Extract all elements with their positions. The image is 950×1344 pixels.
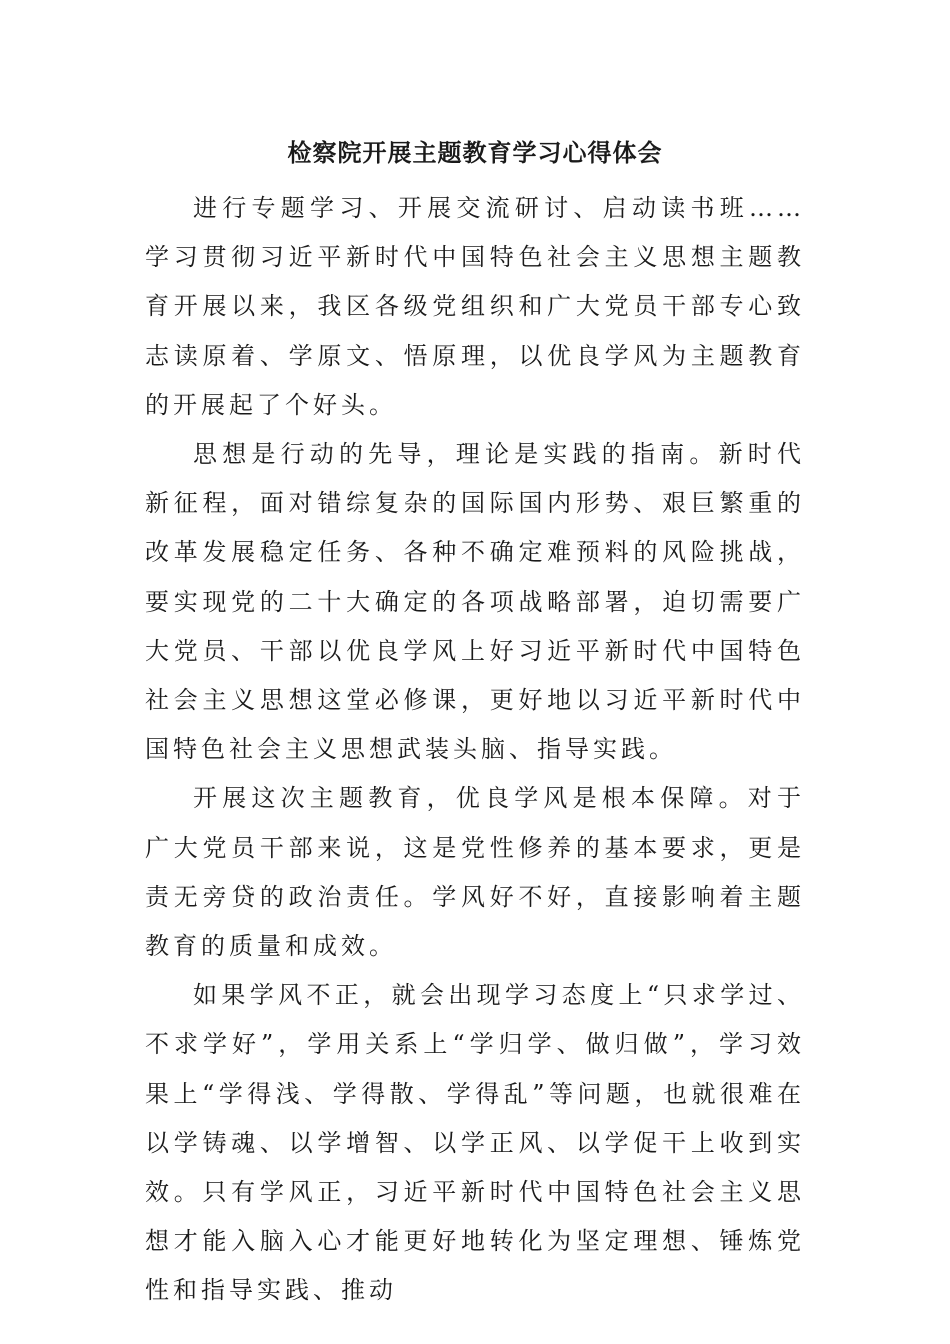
document-title: 检察院开展主题教育学习心得体会 xyxy=(287,138,663,167)
paragraph-2: 思想是行动的先导，理论是实践的指南。新时代新征程，面对错综复杂的国际国内形势、艰巨繁重的改革发展稳定任务、各种不确定难预料的风险挑战，要实现党的二十大确定的各项战略部署，迫切需要广大党员、干部以优良学风上好习近平新时代中国特色社会主义思想这堂必修课，更好地以习近平新时代中国特色社会主义思想武装头脑、指导实践。 xyxy=(145,440,805,764)
paragraph-1: 进行专题学习、开展交流研讨、启动读书班……学习贯彻习近平新时代中国特色社会主义思想主题教育开展以来，我区各级党组织和广大党员干部专心致志读原着、学原文、悟原理，以优良学风为主题教育的开展起了个好头。 xyxy=(145,194,805,419)
document-page xyxy=(145,128,805,1316)
paragraph-3: 开展这次主题教育，优良学风是根本保障。对于广大党员干部来说，这是党性修养的基本要求，更是责无旁贷的政治责任。学风好不好，直接影响着主题教育的质量和成效。 xyxy=(145,784,805,961)
paragraph-4: 如果学风不正，就会出现学习态度上“只求学过、不求学好”，学用关系上“学归学、做归做”，学习效果上“学得浅、学得散、学得乱”等问题，也就很难在以学铸魂、以学增智、以学正风、以学促干上收到实效。只有学风正，习近平新时代中国特色社会主义思想才能入脑入心才能更好地转化为坚定理想、锤炼党性和指导实践、推动 xyxy=(145,981,805,1305)
